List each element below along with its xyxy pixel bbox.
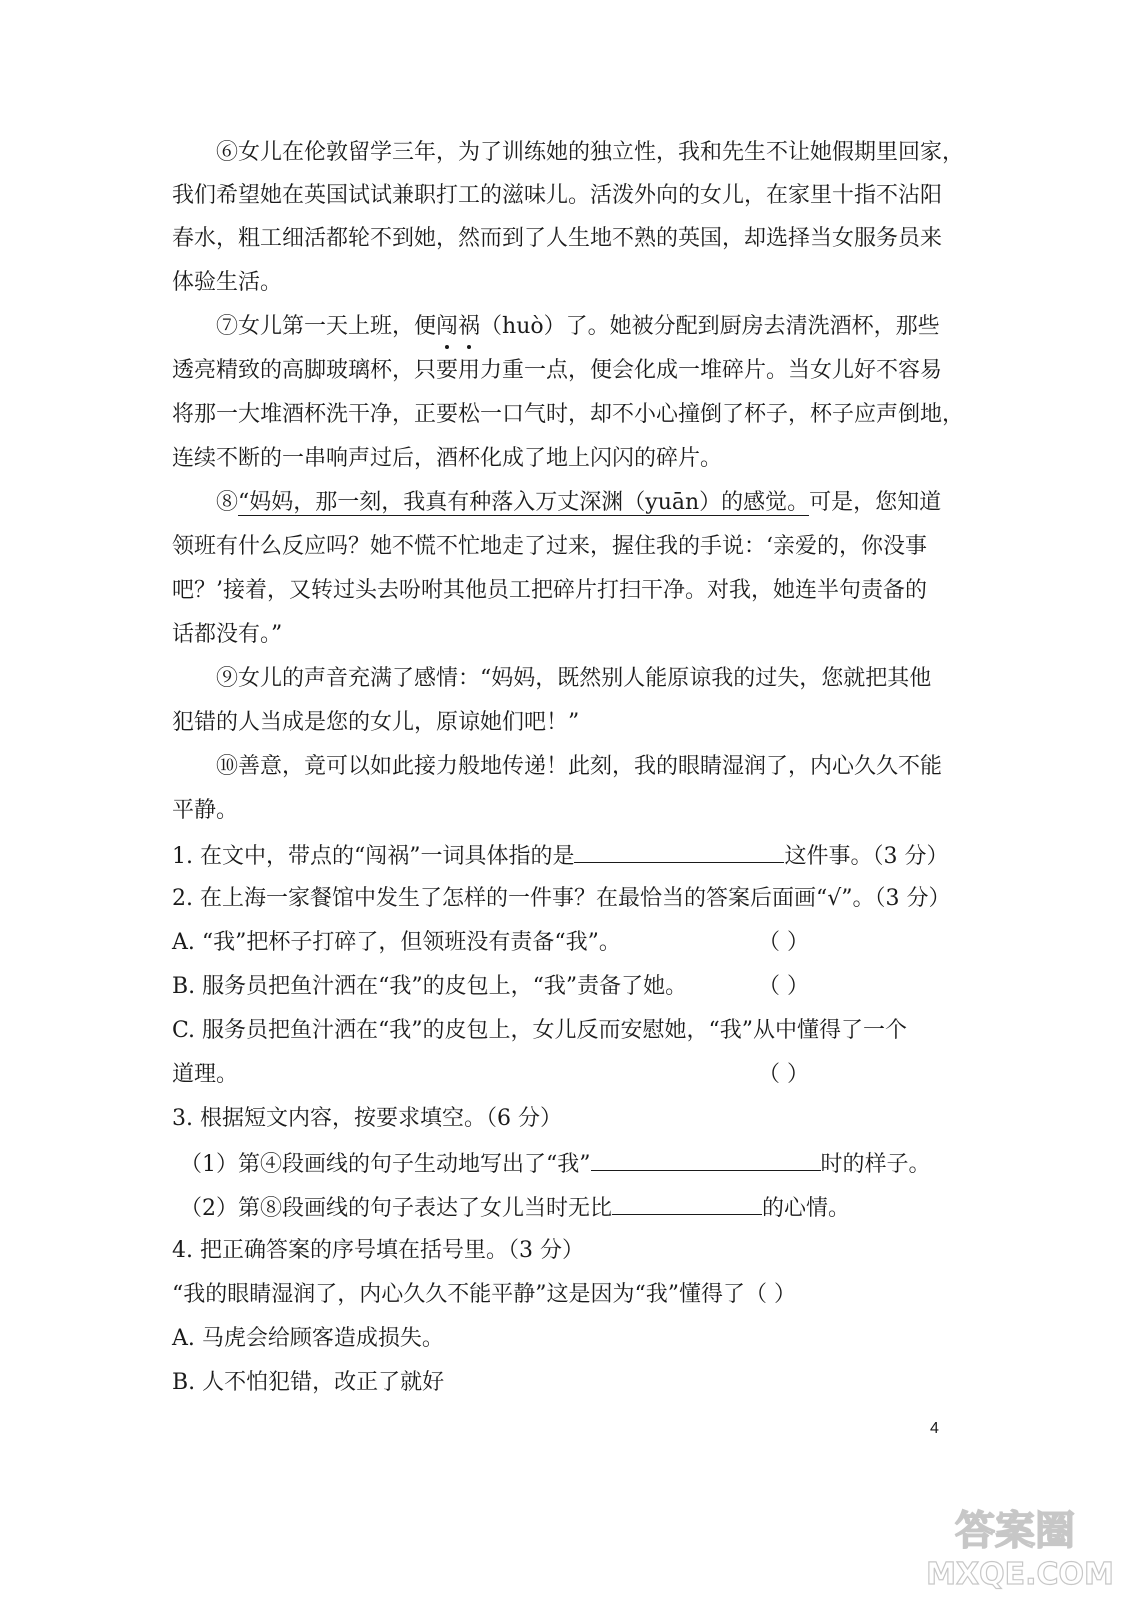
question-1-text-b: 这件事。（3 分）	[784, 844, 949, 869]
question-2: 2. 在上海一家餐馆中发生了怎样的一件事？在最恰当的答案后面画“√”。（3 分）	[172, 886, 951, 911]
question-3: 3. 根据短文内容，按要求填空。（6 分）	[172, 1106, 562, 1131]
option-2c-line-2: 道理。	[172, 1062, 239, 1087]
dotted-word-chuanghuo: 闯祸	[436, 312, 480, 342]
answer-blank-q3-2[interactable]	[612, 1192, 762, 1215]
answer-blank-q1[interactable]	[574, 840, 784, 863]
page-number: 4	[930, 1420, 939, 1437]
question-3-1-text-a: （1）第④段画线的句子生动地写出了“我”	[180, 1152, 591, 1177]
answer-paren-2b[interactable]: （ ）	[758, 974, 809, 999]
watermark-logo-text: 答案圈	[955, 1508, 1075, 1554]
para-10-line-2: 平静。	[172, 798, 239, 823]
option-2b: B. 服务员把鱼汁洒在“我”的皮包上，“我”责备了她。	[172, 974, 688, 999]
para-10-line-1: ⑩善意，竟可以如此接力般地传递！此刻，我的眼睛湿润了，内心久久不能	[216, 754, 943, 779]
question-1	[172, 840, 948, 870]
question-4: 4. 把正确答案的序号填在括号里。（3 分）	[172, 1238, 584, 1263]
para-9-line-1: ⑨女儿的声音充满了感情：“妈妈，既然别人能原谅我的过失，您就把其他	[216, 666, 932, 691]
question-3-1-text-b: 时的样子。	[820, 1152, 931, 1177]
watermark-logo	[915, 1500, 1125, 1592]
para-7-line-4: 连续不断的一串响声过后，酒杯化成了地上闪闪的碎片。	[172, 446, 723, 471]
para-8-line-4: 话都没有。”	[172, 622, 283, 647]
answer-blank-q3-1[interactable]	[591, 1148, 821, 1171]
underlined-sentence: “妈妈，那一刻，我真有种落入万丈深渊（yuān）的感觉。	[238, 490, 810, 515]
para-7-text-b: （huò）了。她被分配到厨房去清洗酒杯，那些	[480, 314, 940, 339]
question-3-1	[180, 1148, 931, 1178]
para-7-line-2: 透亮精致的高脚玻璃杯，只要用力重一点，便会化成一堆碎片。当女儿好不容易	[172, 358, 943, 383]
question-3-2	[180, 1192, 850, 1222]
para-7-line-3: 将那一大堆酒杯洗干净，正要松一口气时，却不小心撞倒了杯子，杯子应声倒地，	[172, 402, 965, 427]
option-2c-line-1: C. 服务员把鱼汁洒在“我”的皮包上，女儿反而安慰她，“我”从中懂得了一个	[172, 1018, 908, 1043]
para-8-text-rest: 可是，您知道	[809, 490, 942, 515]
question-1-text-a: 1. 在文中，带点的“闯祸”一词具体指的是	[172, 844, 575, 869]
para-6-line-1: ⑥女儿在伦敦留学三年，为了训练她的独立性，我和先生不让她假期里回家，	[216, 140, 965, 165]
watermark-url: MXQE.COM	[926, 1557, 1114, 1592]
para-9-line-2: 犯错的人当成是您的女儿，原谅她们吧！”	[172, 710, 580, 735]
option-4a: A. 马虎会给顾客造成损失。	[172, 1326, 444, 1351]
answer-paren-2a[interactable]: （ ）	[758, 930, 809, 955]
option-2a: A. “我”把杯子打碎了，但领班没有责备“我”。	[172, 930, 621, 955]
question-4-stem: “我的眼睛湿润了，内心久久不能平静”这是因为“我”懂得了（ ）	[172, 1282, 796, 1307]
para-6-line-2: 我们希望她在英国试试兼职打工的滋味儿。活泼外向的女儿，在家里十指不沾阳	[172, 183, 943, 208]
para-7-text-a: ⑦女儿第一天上班，便	[216, 314, 437, 339]
para-6-line-4: 体验生活。	[172, 270, 283, 295]
option-4b: B. 人不怕犯错，改正了就好	[172, 1370, 445, 1395]
para-8-line-1	[216, 488, 941, 518]
answer-paren-2c[interactable]: （ ）	[758, 1062, 809, 1087]
question-3-2-text-a: （2）第⑧段画线的句子表达了女儿当时无比	[180, 1196, 612, 1221]
para-6-line-3: 春水，粗工细活都轮不到她，然而到了人生地不熟的英国，却选择当女服务员来	[172, 226, 943, 251]
emphasis-dots	[436, 345, 480, 349]
question-3-2-text-b: 的心情。	[762, 1196, 851, 1221]
para-8-line-2: 领班有什么反应吗？她不慌不忙地走了过来，握住我的手说：‘亲爱的，你没事	[172, 534, 927, 559]
para-7-line-1	[216, 312, 940, 342]
para-8-line-3: 吧？’接着，又转过头去吩咐其他员工把碎片打扫干净。对我，她连半句责备的	[172, 578, 927, 603]
para-8-number: ⑧	[216, 490, 239, 515]
